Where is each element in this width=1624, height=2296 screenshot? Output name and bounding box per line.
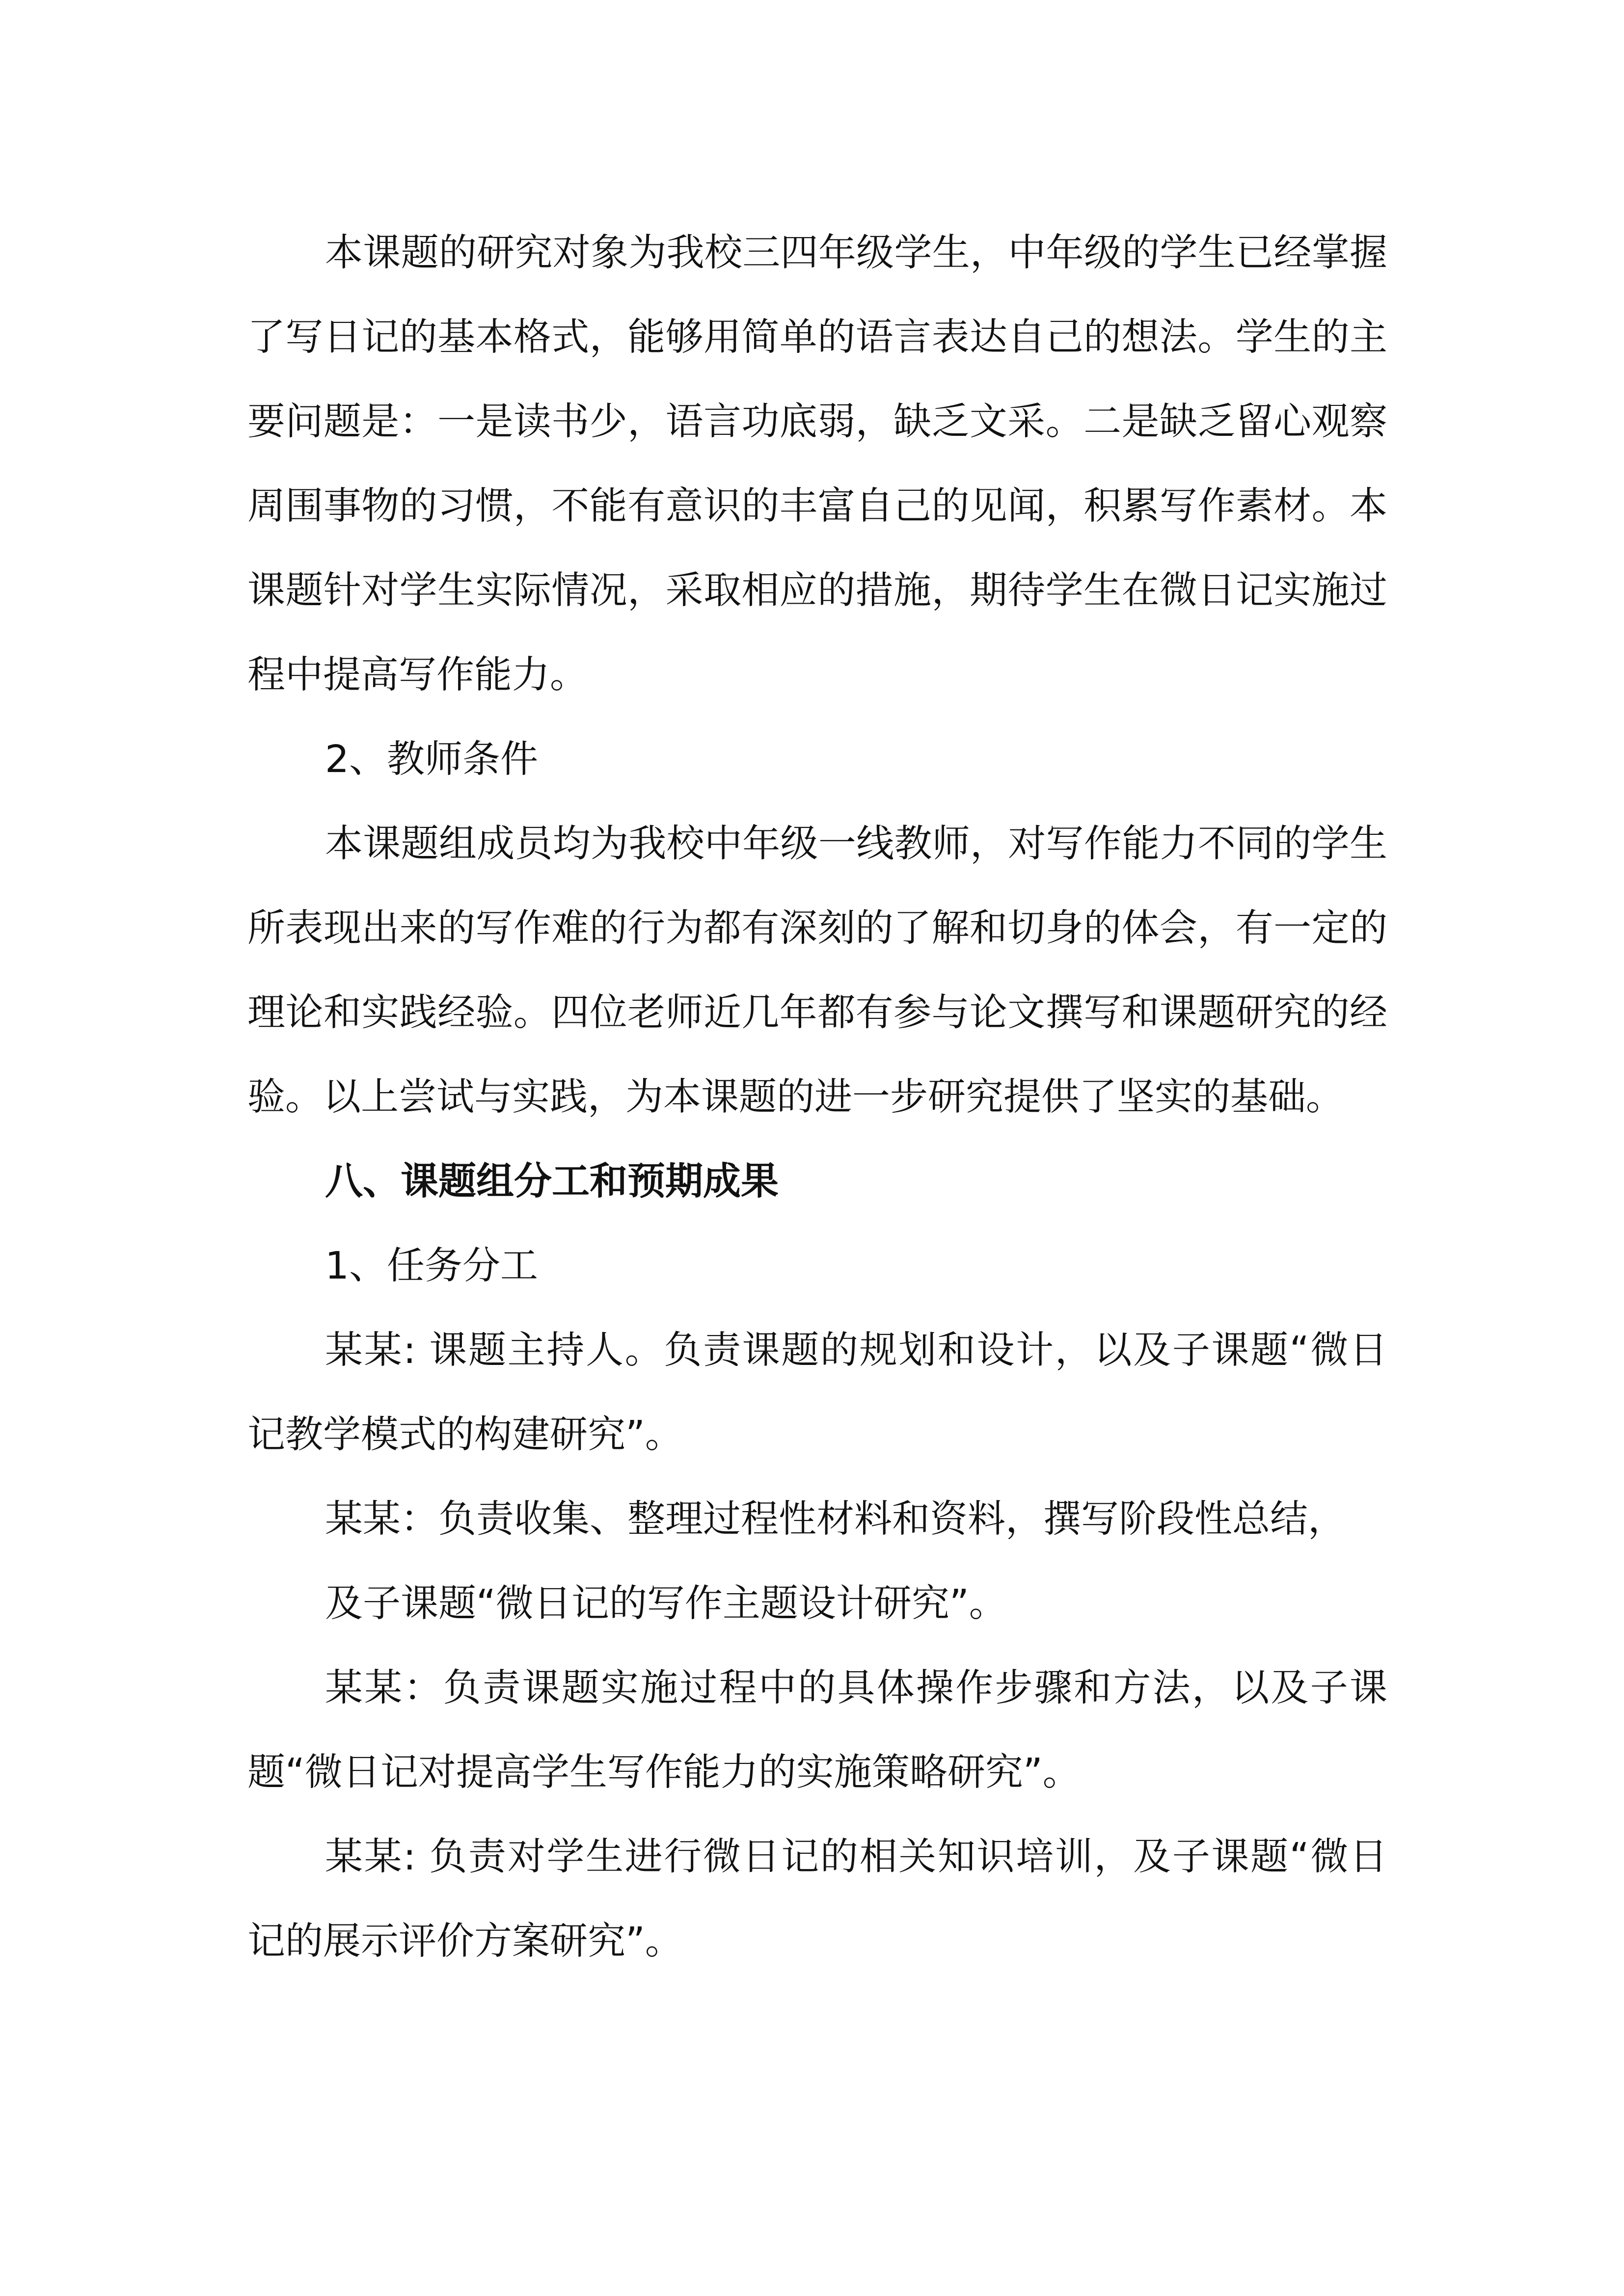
task-item-1: 某某: 课题主持人。负责课题的规划和设计，以及子课题“微日记教学模式的构建研究”。 [247, 1329, 1387, 1457]
task-item-3: 某某：负责课题实施过程中的具体操作步骤和方法，以及子课题“微日记对提高学生写作能力的实施策略研究”。 [247, 1666, 1387, 1794]
task-item-2-line-2: 及子课题“微日记的写作主题设计研究”。 [325, 1582, 1007, 1626]
paragraph-teacher-conditions: 本课题组成员均为我校中年级一线教师，对写作能力不同的学生所表现出来的写作难的行为都有深刻的了解和切身的体会，有一定的理论和实践经验。四位老师近几年都有参与论文撰写和课题研究的经验。以上尝试与实践，为本课题的进一步研究提供了坚实的基础。 [247, 822, 1387, 1119]
task-item-4: 某某: 负责对学生进行微日记的相关知识培训，及子课题“微日记的展示评价方案研究”。 [247, 1835, 1387, 1963]
document-body [247, 211, 1387, 1984]
subheading-task-division: 1、任务分工 [325, 1244, 538, 1288]
paragraph-student-conditions: 本课题的研究对象为我校三四年级学生，中年级的学生已经掌握了写日记的基本格式，能够用简单的语言表达自己的想法。学生的主要问题是：一是读书少，语言功底弱，缺乏文采。二是缺乏留心观察周围事物的习惯，不能有意识的丰富自己的见闻，积累写作素材。本课题针对学生实际情况，采取相应的措施，期待学生在微日记实施过程中提高写作能力。 [247, 231, 1387, 697]
task-item-2-line-1: 某某：负责收集、整理过程性材料和资料，撰写阶段性总结， [325, 1497, 1346, 1541]
section-heading-division-of-work: 八、课题组分工和预期成果 [325, 1160, 779, 1203]
subheading-teacher-conditions: 2、教师条件 [325, 738, 538, 781]
